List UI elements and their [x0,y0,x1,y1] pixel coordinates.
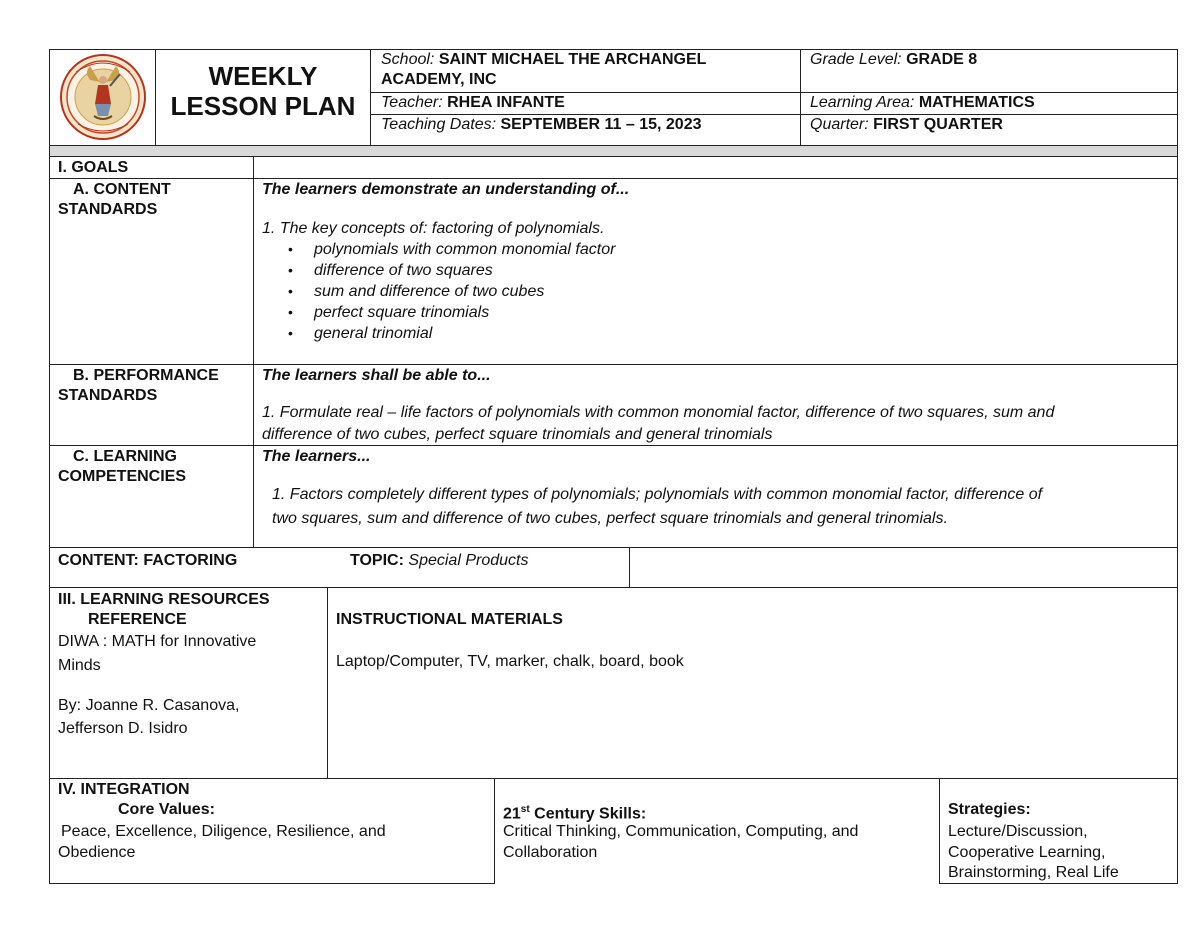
materials-label: INSTRUCTIONAL MATERIALS [336,611,563,628]
grade-field [810,50,977,70]
core-values-2: Obedience [58,844,136,861]
content-standards-label-2: STANDARDS [58,201,158,218]
performance-standards-label-2: STANDARDS [58,387,158,404]
resources-heading: III. LEARNING RESOURCES [58,591,270,608]
learning-competencies-label-2: COMPETENCIES [58,468,187,485]
performance-standards-item-1: 1. Formulate real – life factors of polynomials with common monomial factor, difference of two squares, sum and [262,404,1055,421]
topic-field [350,551,528,571]
content-standards-intro: The learners demonstrate an understanding of... [262,181,630,198]
title-weekly: WEEKLY [208,61,318,91]
area-label: Learning Area: [810,94,915,111]
reference-book-2: Minds [58,657,101,674]
grade-value: GRADE 8 [906,51,978,68]
skills-label-sup: st [520,804,530,815]
core-values-label: Core Values: [118,801,215,818]
skills-2: Collaboration [503,844,598,861]
teacher-value: RHEA INFANTE [447,94,565,111]
content-standards-label-1: A. CONTENT [73,181,171,198]
core-values-1: Peace, Excellence, Diligence, Resilience, and [61,823,386,840]
learning-competencies-item-1: 1. Factors completely different types of polynomials; polynomials with common monomial factor, difference of [272,486,1043,503]
skills-label [503,800,646,824]
dates-value: SEPTEMBER 11 – 15, 2023 [500,116,702,133]
title-lesson-plan: LESSON PLAN [170,91,356,121]
reference-label: REFERENCE [88,611,187,628]
bullet-item: • difference of two squares [258,260,615,281]
reference-authors-1: By: Joanne R. Casanova, [58,697,240,714]
integration-heading: IV. INTEGRATION [58,781,190,798]
materials-value: Laptop/Computer, TV, marker, chalk, board, book [336,653,684,670]
quarter-label: Quarter: [810,116,869,133]
learning-competencies-item-2: two squares, sum and difference of two cubes, perfect square trinomials and general trinomials. [272,510,948,527]
teacher-field [381,93,565,113]
school-value-line1: SAINT MICHAEL THE ARCHANGEL [438,51,707,68]
content-standards-bullets [258,239,615,344]
area-value: MATHEMATICS [918,94,1035,111]
learning-competencies-label-1: C. LEARNING [73,448,177,465]
quarter-value: FIRST QUARTER [873,116,1003,133]
school-label: School: [381,51,435,68]
dates-label: Teaching Dates: [381,116,497,133]
performance-standards-item-2: difference of two cubes, perfect square trinomials and general trinomials [262,426,773,443]
bullet-item: • sum and difference of two cubes [258,281,615,302]
strategies-1: Lecture/Discussion, [948,823,1088,840]
area-field [810,93,1035,113]
performance-standards-label-1: B. PERFORMANCE [73,367,219,384]
content-standards-item: 1. The key concepts of: factoring of polynomials. [262,220,605,237]
quarter-field [810,115,1003,135]
bullet-item: • polynomials with common monomial factor [258,239,615,260]
school-value-line2: ACADEMY, INC [381,71,497,88]
school-seal-icon [54,52,152,142]
skills-label-main: 21 [503,805,521,823]
school-logo [54,52,152,142]
school-field [381,50,706,70]
performance-standards-intro: The learners shall be able to... [262,367,491,384]
goals-heading: I. GOALS [58,159,129,176]
topic-value: Special Products [408,552,529,569]
content-label: CONTENT: FACTORING [58,552,238,569]
skills-label-rest: Century Skills: [529,805,647,823]
strategies-2: Cooperative Learning, [948,844,1106,861]
bullet-item: • general trinomial [258,323,615,344]
reference-book-1: DIWA : MATH for Innovative [58,633,257,650]
teacher-label: Teacher: [381,94,443,111]
grade-label: Grade Level: [810,51,902,68]
reference-authors-2: Jefferson D. Isidro [58,720,188,737]
dates-field [381,115,702,135]
learning-competencies-intro: The learners... [262,448,371,465]
separator-band [49,146,1178,156]
bullet-item: • perfect square trinomials [258,302,615,323]
strategies-label: Strategies: [948,801,1031,818]
strategies-3: Brainstorming, Real Life [948,864,1119,881]
topic-label: TOPIC: [350,552,404,569]
skills-1: Critical Thinking, Communication, Computing, and [503,823,859,840]
